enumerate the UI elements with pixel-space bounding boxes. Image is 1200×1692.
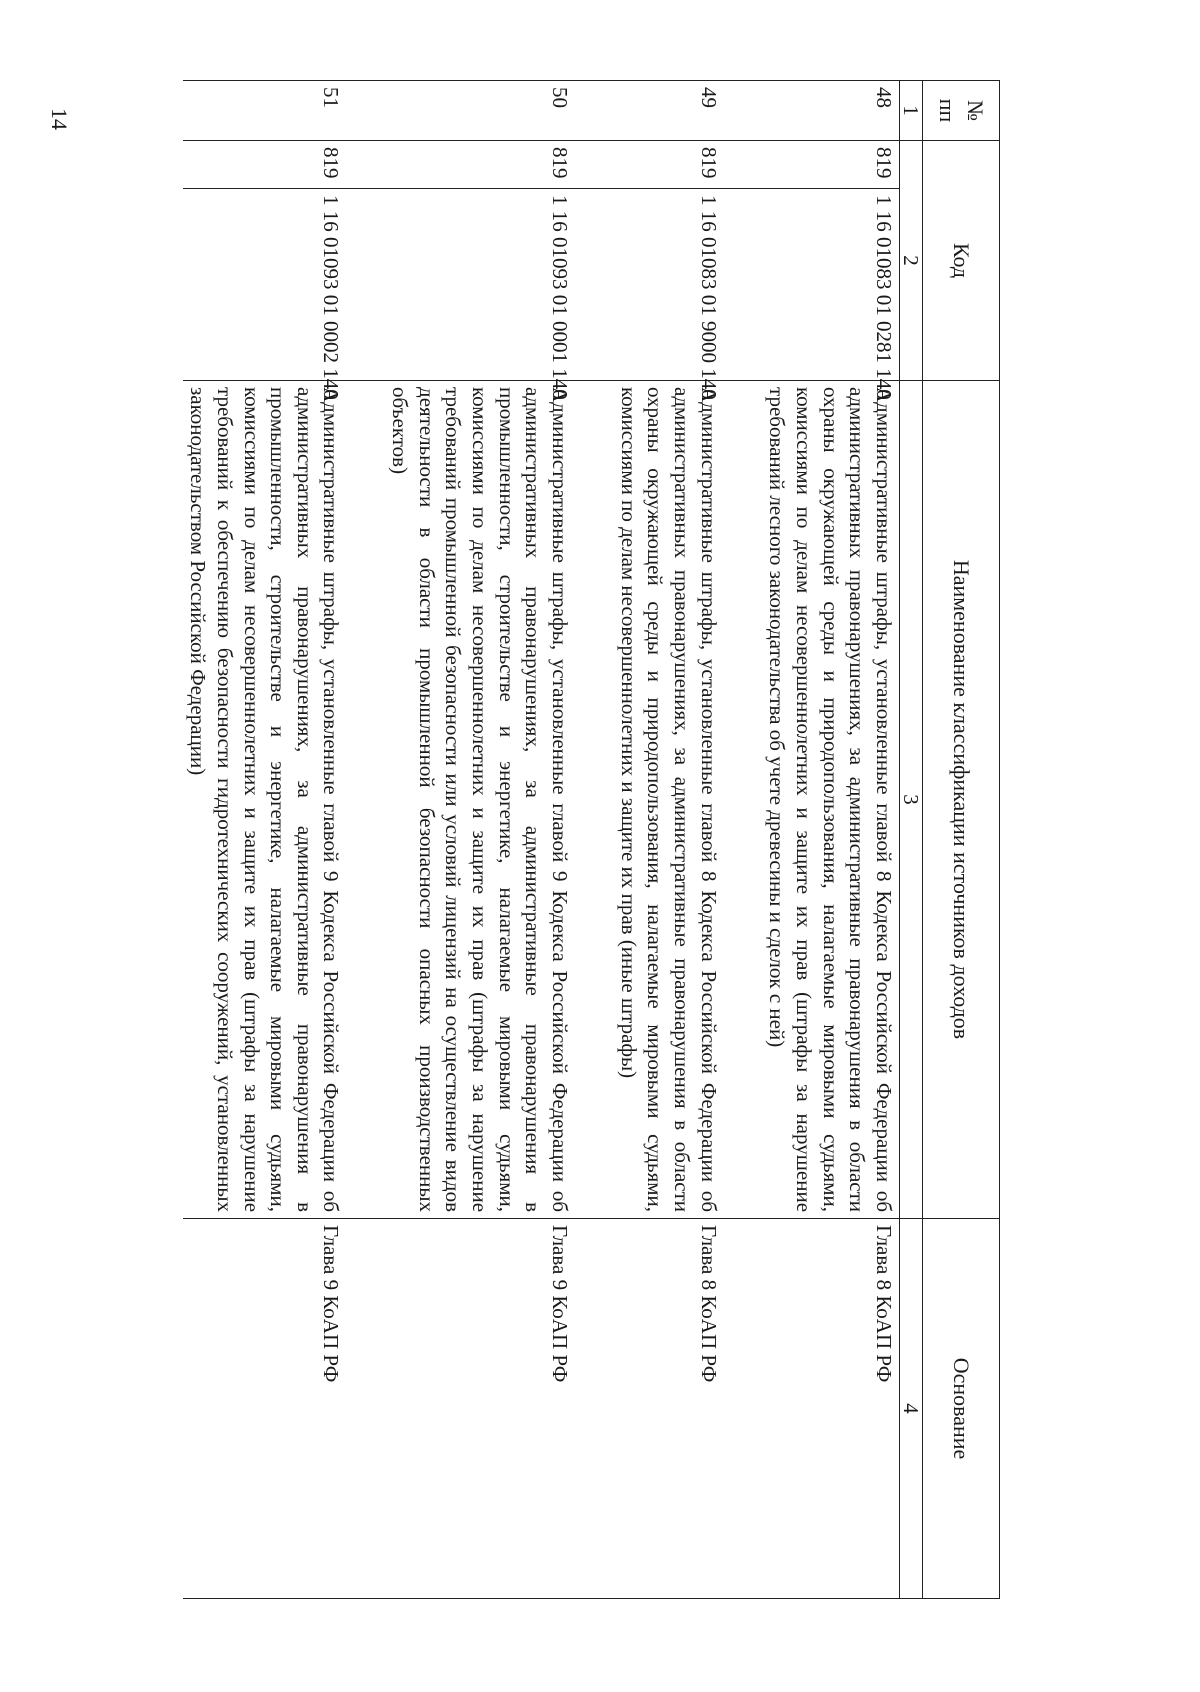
legal-basis: Глава 9 КоАП РФ <box>347 1219 576 1599</box>
admin-code: 819 <box>724 141 900 189</box>
column-number: 3 <box>900 381 923 1219</box>
classification-name: Административные штрафы, установленные главой 9 Кодекса Российской Федерации об административных правонарушениях, за административные правонарушения в промышленности, строительстве и энергетике, налагаемые мировыми судьями, комиссиями по делам несовершеннолетних и защите их прав (штрафы за нарушение требований промышленной безопасности или условий лицензий на осуществление видов деятельности в области промышленной безопасности опасных производственных объектов) <box>347 381 576 1219</box>
table-row <box>575 81 724 1599</box>
classification-name: Административные штрафы, установленные главой 9 Кодекса Российской Федерации об административных правонарушениях, за административные правонарушения в промышленности, строительстве и энергетике, налагаемые мировыми судьями, комиссиями по делам несовершеннолетних и защите их прав (штрафы за нарушение требований к обеспечению безопасности гидротехнических сооружений, установленных законодательством Российской Федерации) <box>183 381 347 1219</box>
table-row <box>183 81 347 1599</box>
classification-code: 1 16 01083 01 0281 140 <box>724 189 900 381</box>
row-number: 48 <box>724 81 900 141</box>
page-number: 14 <box>47 108 72 130</box>
header-name: Наименование классификации источников доходов <box>923 381 1000 1219</box>
revenue-classification-table <box>183 80 1000 1599</box>
admin-code: 819 <box>183 141 347 189</box>
table-row <box>347 81 576 1599</box>
column-number: 2 <box>900 141 923 381</box>
table-row <box>724 81 900 1599</box>
row-number: 49 <box>575 81 724 141</box>
rotated-page-content <box>183 80 1000 1598</box>
classification-name: Административные штрафы, установленные главой 8 Кодекса Российской Федерации об административных правонарушениях, за административные правонарушения в области охраны окружающей среды и природопользования, налагаемые мировыми судьями, комиссиями по делам несовершеннолетних и защите их прав (штрафы за нарушение требований лесного законодательства об учете древесины и сделок с ней) <box>724 381 900 1219</box>
header-kod: Код <box>923 141 1000 381</box>
classification-name: Административные штрафы, установленные главой 8 Кодекса Российской Федерации об административных правонарушениях, за административные правонарушения в области охраны окружающей среды и природопользования, налагаемые мировыми судьями, комиссиями по делам несовершеннолетних и защите их прав (иные штрафы) <box>575 381 724 1219</box>
column-number: 4 <box>900 1219 923 1599</box>
classification-code: 1 16 01093 01 0001 140 <box>347 189 576 381</box>
classification-code: 1 16 01083 01 9000 140 <box>575 189 724 381</box>
legal-basis: Глава 8 КоАП РФ <box>724 1219 900 1599</box>
header-num: № пп <box>923 81 1000 141</box>
classification-code: 1 16 01093 01 0002 140 <box>183 189 347 381</box>
admin-code: 819 <box>347 141 576 189</box>
admin-code: 819 <box>575 141 724 189</box>
row-number: 50 <box>347 81 576 141</box>
column-number: 1 <box>900 81 923 141</box>
legal-basis: Глава 8 КоАП РФ <box>575 1219 724 1599</box>
row-number: 51 <box>183 81 347 141</box>
table-header <box>900 81 1000 1599</box>
legal-basis: Глава 9 КоАП РФ <box>183 1219 347 1599</box>
table-body <box>183 81 900 1599</box>
header-osnovanie: Основание <box>923 1219 1000 1599</box>
